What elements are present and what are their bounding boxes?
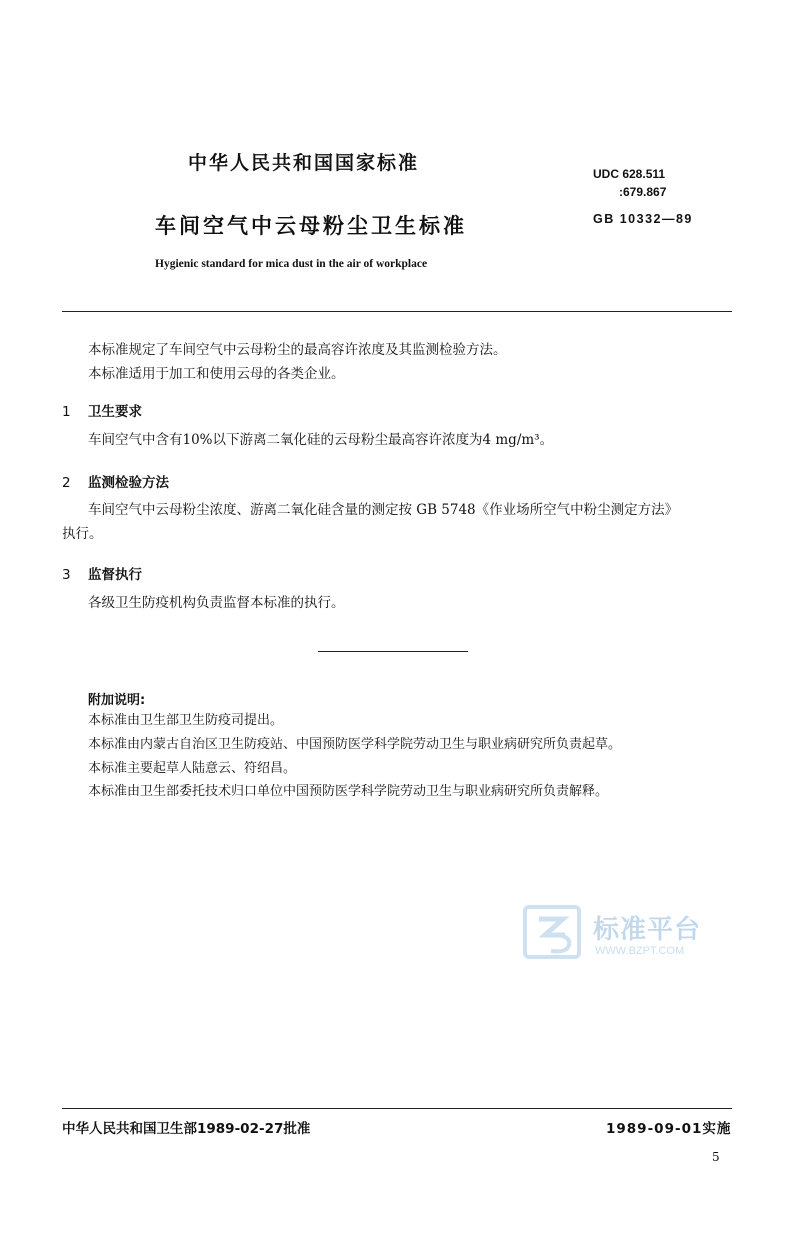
end-rule [318,651,468,652]
intro-paragraph-2: 本标准适用于加工和使用云母的各类企业。 [88,366,345,382]
section-number: 1 [62,404,71,420]
note-item: 本标准由卫生部委托技术归口单位中国预防医学科学院劳动卫生与职业病研究所负责解释。 [88,784,609,799]
section-title: 监督执行 [88,567,142,583]
section-title: 监测检验方法 [88,475,169,491]
page-number: 5 [712,1150,720,1164]
section-1-heading [62,400,142,420]
note-item: 本标准由内蒙古自治区卫生防疫站、中国预防医学科学院劳动卫生与职业病研究所负责起草。 [88,737,622,752]
approval-line: 中华人民共和国卫生部1989-02-27批准 [62,1121,311,1137]
udc-line-2: :679.867 [619,185,667,199]
notes-heading: 附加说明: [88,693,146,708]
header-rule [62,311,732,312]
udc-code [593,165,666,201]
section-1-body: 车间空气中含有10%以下游离二氧化硅的云母粉尘最高容许浓度为4 mg/m³。 [88,432,554,448]
section-2-body-line-2: 执行。 [62,526,103,542]
watermark-url: WWW.BZPT.COM [595,945,685,957]
document-title: 车间空气中云母粉尘卫生标准 [155,214,467,238]
gb-number: GB 10332—89 [593,212,693,226]
effective-date: 1989-09-01实施 [606,1121,732,1137]
section-number: 3 [62,567,71,583]
section-title: 卫生要求 [88,404,142,420]
watermark-text: 标准平台 [593,915,702,945]
watermark-icon [523,905,585,961]
udc-line-1: UDC 628.511 [593,167,666,181]
footer-rule [62,1108,732,1109]
section-2-heading [62,471,169,491]
org-title: 中华人民共和国国家标准 [188,152,420,174]
section-3-heading [62,563,142,583]
note-item: 本标准主要起草人陆意云、符绍昌。 [88,761,297,776]
watermark-logo [523,905,723,965]
section-number: 2 [62,475,71,491]
section-2-body-line-1: 车间空气中云母粉尘浓度、游离二氧化硅含量的测定按 GB 5748《作业场所空气中粉尘测定方法》 [88,502,679,518]
section-3-body: 各级卫生防疫机构负责监督本标准的执行。 [88,595,345,611]
note-item: 本标准由卫生部卫生防疫司提出。 [88,713,284,728]
document-title-english: Hygienic standard for mica dust in the air of workplace [155,258,428,270]
intro-paragraph-1: 本标准规定了车间空气中云母粉尘的最高容许浓度及其监测检验方法。 [88,342,507,358]
